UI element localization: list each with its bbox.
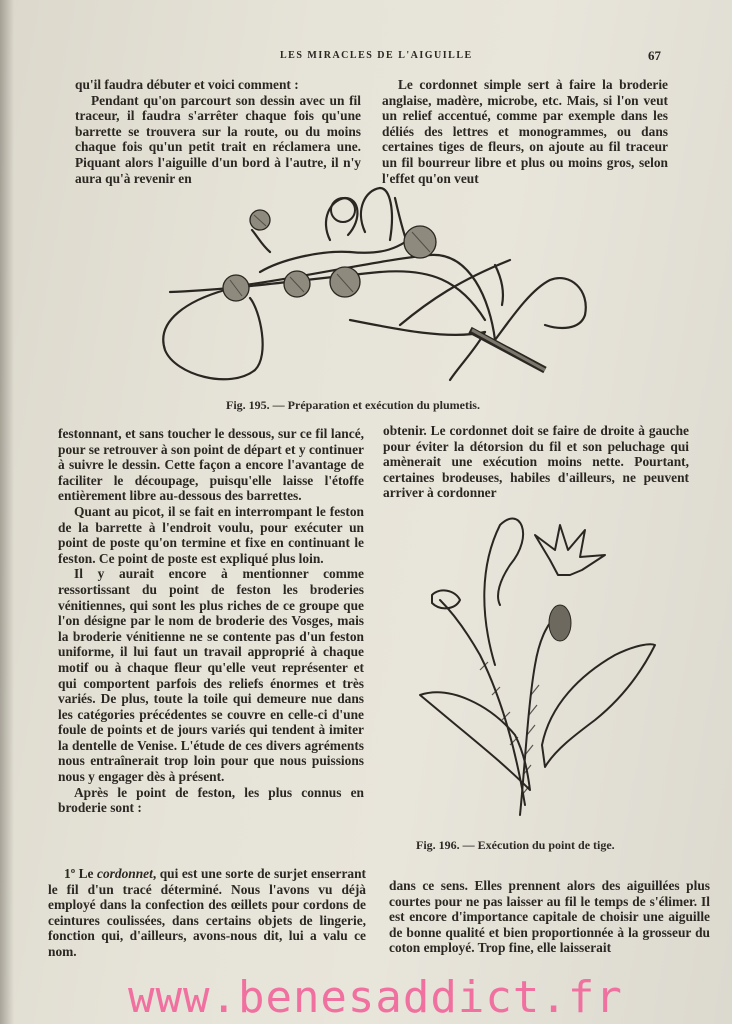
leaf: [542, 644, 655, 767]
paragraph: qu'il faudra débuter et voici comment :: [75, 77, 299, 92]
paragraph: dans ce sens. Elles prennent alors des aiguillées plus courtes pour ne pas laisser au fil le temps de s'élimer. Il est encore d'importance capitale de choisir une aiguille de bonne qualité et bien proportionnée à la grosseur du coton employé. Trop fine, elle laisserait: [389, 878, 710, 956]
paragraph: Quant au picot, il se fait en interrompant le feston de la barrette à l'endroit voulu, pour exécuter un point de poste qu'on termine et fixe en continuant le feston. Ce point de poste est expliqué plus loin.: [58, 503, 364, 566]
running-title: LES MIRACLES DE L'AIGUILLE: [280, 50, 473, 61]
outline-dot: [331, 198, 355, 222]
thread-to-right: [400, 260, 510, 325]
paragraph: Après le point de feston, les plus connus en broderie sont :: [58, 784, 364, 816]
flower-calyx: [549, 605, 571, 641]
page-gutter-shadow: [0, 0, 14, 1024]
thread-loop-right: [495, 265, 503, 305]
embroidery-needle: [470, 330, 545, 370]
term-cordonnet: cordonnet: [97, 866, 153, 881]
paragraph-text: , qui est une sorte de surjet enserrant le fil d'un tracé déterminé. Nous l'avons vu déjà employé dans la confection des œillets pour cordons de ceintures coulissées, dans certains objets de lingerie, fonction qui, d'ailleurs, avons-nous dit, lui a valu ce nom.: [48, 866, 366, 959]
thread-curl: [361, 188, 392, 240]
paragraph: festonnant, et sans toucher le dessous, sur ce fil lancé, pour se retrouver à son point de départ et y continuer à suivre le dessin. Cette façon a encore l'avantage de faciliter le découpage, puisqu'elle laisse l'étoffe entièrement libre au-dessous des barrettes.: [58, 426, 364, 504]
paragraph: [48, 866, 366, 960]
paragraph: Le cordonnet simple sert à faire la broderie anglaise, madère, microbe, etc. Mais, si l'on veut un relief accentué, comme par exemple dans les déliés des lettres et monogrammes, ou dans certaines tiges de fleurs, on ajoute au fil traceur un fil bourreur libre et plus ou moins gros, selon l'effet qu'on veut: [382, 77, 668, 186]
top-right-column: [382, 77, 668, 186]
middle-left-column: [58, 426, 364, 816]
bottom-right-column: [389, 878, 710, 956]
top-left-column: [75, 77, 361, 186]
figure-196-illustration: [410, 505, 670, 825]
needle-thread: [450, 332, 485, 380]
thread-loop-right: [495, 278, 586, 340]
bottom-left-column: [48, 866, 366, 960]
embroidered-dot: [404, 226, 436, 258]
figure-196-caption: Fig. 196. — Exécution du point de tige.: [416, 838, 615, 852]
middle-right-column: [383, 423, 689, 501]
flower-head: [535, 525, 605, 575]
paragraph: Il y aurait encore à mentionner comme ressortissant du point de feston les broderies vénitiennes, qui sont les plus riches de ce groupe que l'on désigne par le nom de broderie des Vosges, mais la broderie vénitienne ne se contente pas d'un feston uniforme, il lui faut un travail approprié à chaque motif ou à chaque fleur qu'elle veut représenter et qui comportent parfois des reliefs énormes et très variés. De plus, toute la toile qui demeure nue dans les catégories précédentes se couvre en celle-ci d'une foule de points et de jours variés qui tendent à imiter la dentelle de Venise. L'étude de ces divers agréments nous entraînerait trop loin pour que nous puissions nous y engager dès à présent.: [58, 566, 364, 785]
paragraph: Pendant qu'on parcourt son dessin avec un fil traceur, il faudra s'arrêter chaque fois qu'une barrette se trouvera sur la route, ou du moins chaque fois qu'un petit trait en réclamera une. Piquant alors l'aiguille d'un bord à l'autre, il n'y aura qu'à revenir en: [75, 92, 361, 186]
stem-line-lower: [245, 255, 495, 340]
embroidered-dot: [330, 267, 360, 297]
thread-loop-left: [163, 290, 262, 379]
figure-195-caption: Fig. 195. — Préparation et exécution du plumetis.: [226, 398, 480, 412]
paragraph: obtenir. Le cordonnet doit se faire de droite à gauche pour éviter la détorsion du fil et son peluchage qui amènerait une exécution moins nette. Pourtant, certaines brodeuses, habiles d'ailleurs, ne peuvent arriver à cordonner: [383, 423, 689, 501]
thread-to-right: [350, 320, 485, 335]
thread-curl: [484, 519, 523, 665]
list-number: 1º Le: [64, 866, 98, 881]
thread-curl: [252, 230, 270, 252]
site-watermark: www.benesaddict.fr: [128, 972, 623, 1023]
figure-195-illustration: [150, 180, 600, 390]
page-number: 67: [648, 48, 661, 63]
